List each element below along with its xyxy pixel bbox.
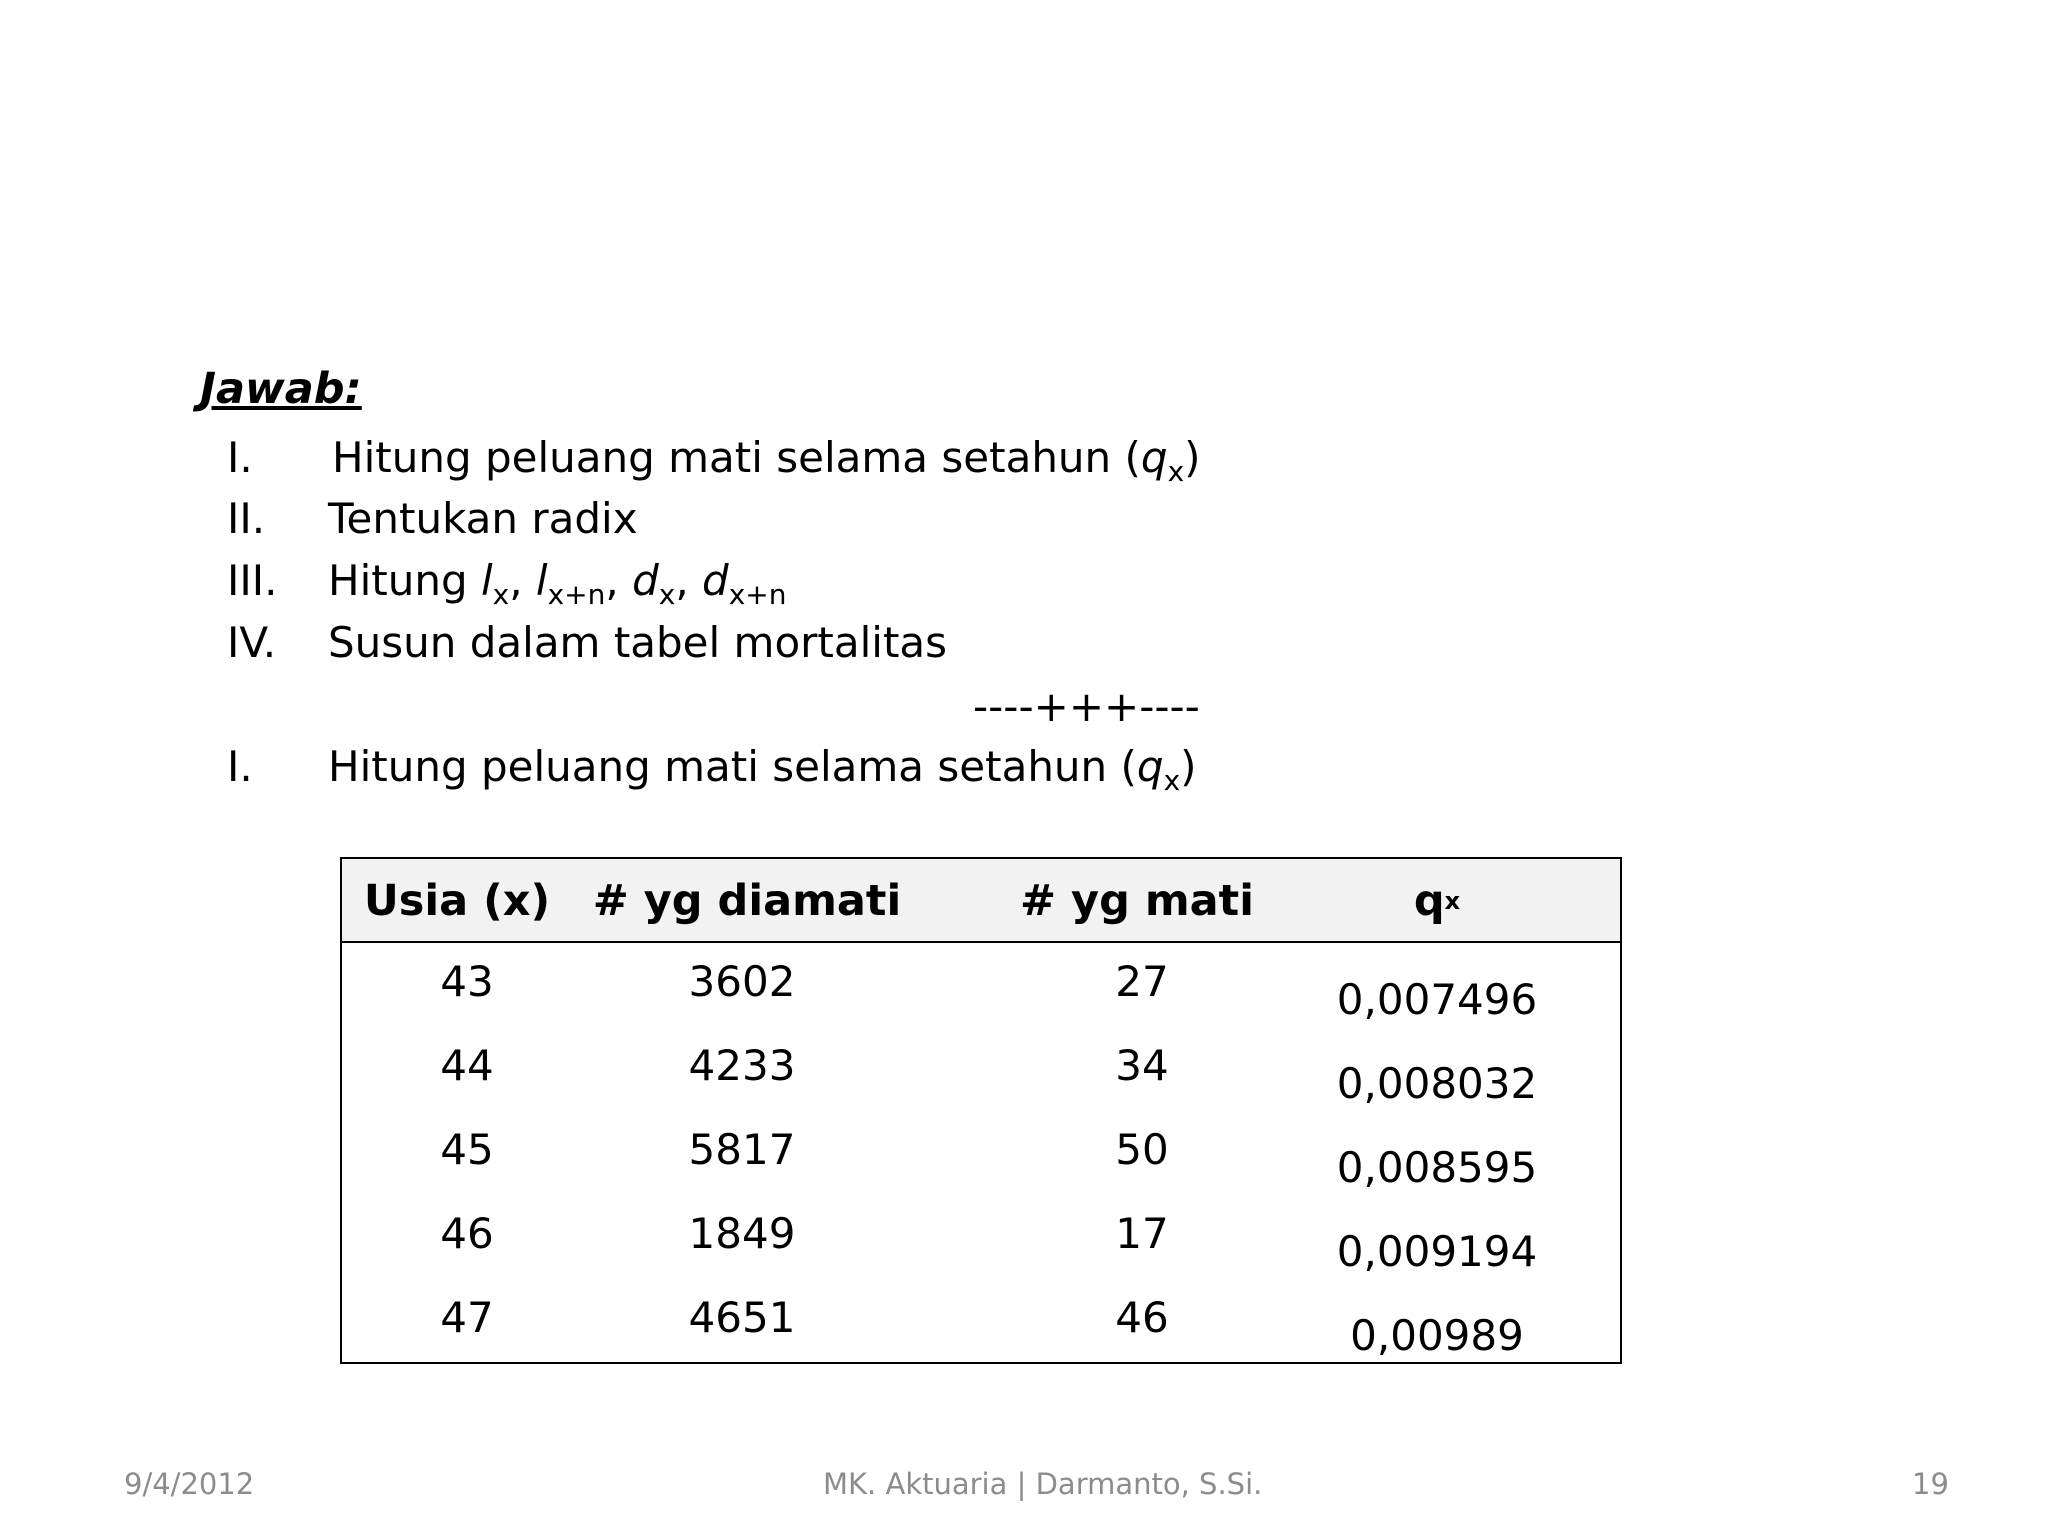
row-5-qx: 0,00989 — [1350, 1311, 1524, 1360]
row-2-qx: 0,008032 — [1336, 1059, 1538, 1108]
row-5-observed: 4651 — [688, 1293, 796, 1342]
row-2-died: 34 — [1115, 1041, 1169, 1090]
row-2-observed: 4233 — [688, 1041, 796, 1090]
step-4-text: Susun dalam tabel mortalitas — [328, 618, 948, 667]
separator-line: ----+++---- — [973, 682, 1200, 731]
table-header — [342, 859, 1620, 943]
step-2-number: II. — [227, 494, 266, 543]
repeat-step-number: I. — [227, 742, 253, 791]
row-4-qx: 0,009194 — [1336, 1227, 1538, 1276]
footer-date: 9/4/2012 — [124, 1467, 255, 1501]
row-1-age: 43 — [440, 957, 494, 1006]
step-2-text: Tentukan radix — [328, 494, 638, 543]
header-died: # yg mati — [1020, 876, 1254, 926]
row-1-observed: 3602 — [688, 957, 796, 1006]
answer-heading: Jawab: — [200, 364, 362, 414]
row-1-qx: 0,007496 — [1336, 975, 1538, 1024]
row-5-age: 47 — [440, 1293, 494, 1342]
header-age: Usia (x) — [363, 876, 551, 926]
row-4-died: 17 — [1115, 1209, 1169, 1258]
row-3-observed: 5817 — [688, 1125, 796, 1174]
step-1-text: Hitung peluang mati selama setahun $(q_x)$ — [332, 433, 1201, 488]
row-4-age: 46 — [440, 1209, 494, 1258]
row-1-died: 27 — [1115, 957, 1169, 1006]
repeat-step-text: Hitung peluang mati selama setahun $(q_x)$ — [328, 742, 1197, 797]
step-3-text: Hitung $l_x$, $l_{x+n}$, $d_x$, $d_{x+n}$ — [328, 556, 787, 611]
row-2-age: 44 — [440, 1041, 494, 1090]
row-3-qx: 0,008595 — [1336, 1143, 1538, 1192]
step-3-number: III. — [227, 556, 278, 605]
footer-center: MK. Aktuaria | Darmanto, S.Si. — [823, 1467, 1263, 1501]
row-3-died: 50 — [1115, 1125, 1169, 1174]
step-4-number: IV. — [227, 618, 277, 667]
header-qx: $q_x$ — [1413, 876, 1461, 926]
header-observed: # yg diamati — [592, 876, 902, 926]
mortality-table — [340, 857, 1622, 1364]
step-1-number: I. — [227, 433, 253, 482]
row-5-died: 46 — [1115, 1293, 1169, 1342]
row-3-age: 45 — [440, 1125, 494, 1174]
row-4-observed: 1849 — [688, 1209, 796, 1258]
footer-page-number: 19 — [1912, 1467, 1949, 1501]
